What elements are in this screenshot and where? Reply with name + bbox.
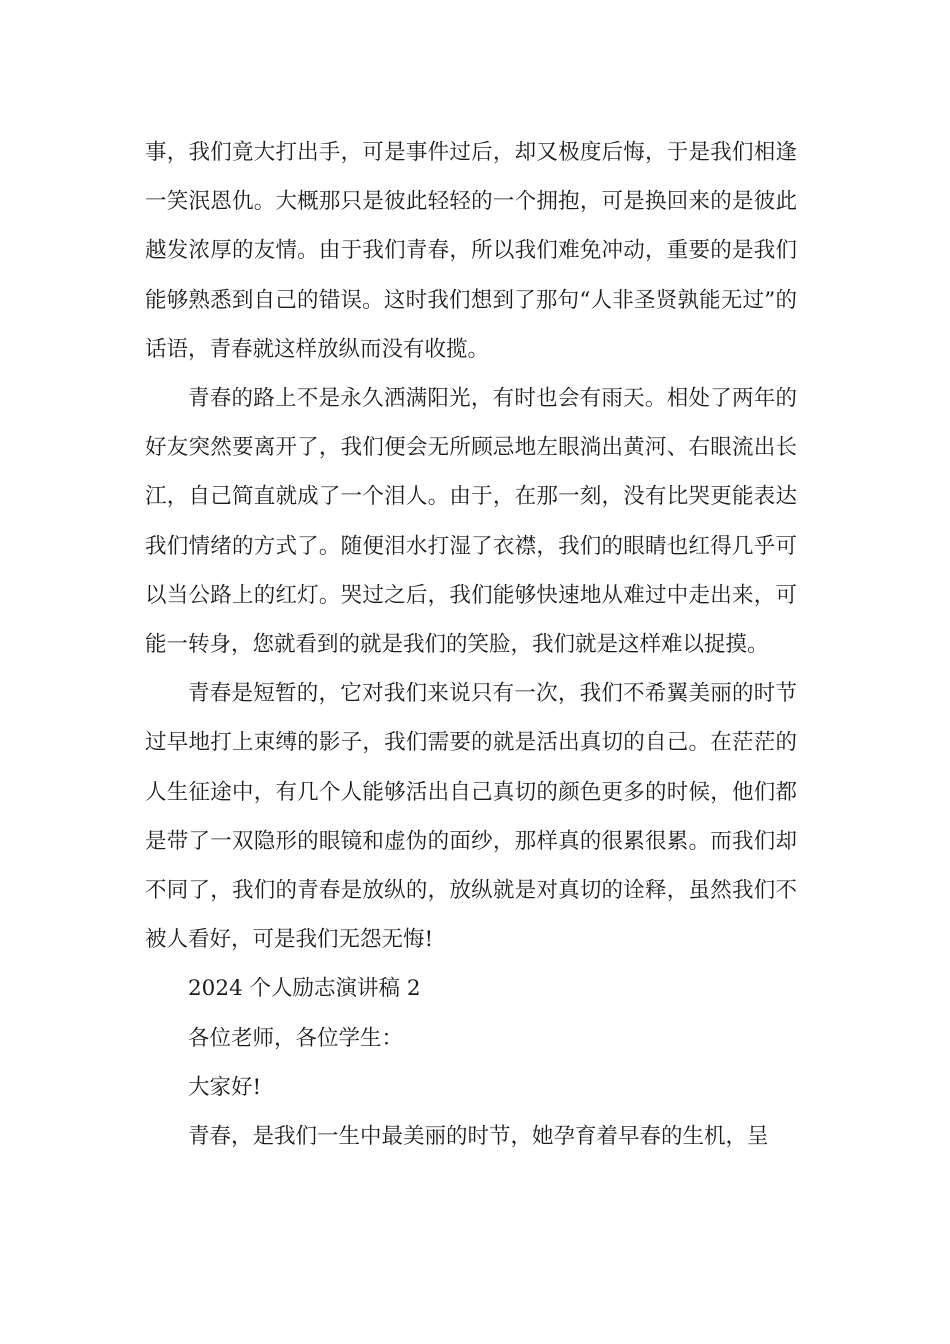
paragraph-2: 青春的路上不是永久洒满阳光，有时也会有雨天。相处了两年的好友突然要离开了，我们便会无所顾忌地左眼淌出黄河、右眼流出长江，自己简直就成了一个泪人。由于，在那一刻，没有比哭更能表达我们情绪的方式了。随便泪水打湿了衣襟，我们的眼睛也红得几乎可以当公路上的红灯。哭过之后，我们能够快速地从难过中走出来，可能一转身，您就看到的就是我们的笑脸，我们就是这样难以捉摸。 <box>145 386 797 658</box>
salutation: 各位老师，各位学生： <box>188 1025 404 1051</box>
paragraph-4: 青春，是我们一生中最美丽的时节，她孕育着早春的生机，呈 <box>188 1124 769 1150</box>
speech-heading: 2024 个人励志演讲稿 2 <box>188 976 421 1002</box>
paragraph-3: 青春是短暂的，它对我们来说只有一次，我们不希翼美丽的时节过早地打上束缚的影子，我们需要的就是活出真切的自己。在茫茫的人生征途中，有几个人能够活出自己真切的颜色更多的时候，他们都是带了一双隐形的眼镜和虚伪的面纱，那样真的很累很累。而我们却不同了，我们的青春是放纵的，放纵就是对真切的诠释，虽然我们不被人看好，可是我们无怨无悔! <box>145 681 797 953</box>
document-body <box>145 128 797 1161</box>
paragraph-1: 事，我们竟大打出手，可是事件过后，却又极度后悔，于是我们相逢一笑泯恩仇。大概那只是彼此轻轻的一个拥抱，可是换回来的是彼此越发浓厚的友情。由于我们青春，所以我们难免冲动，重要的是我们能够熟悉到自己的错误。这时我们想到了那句“人非圣贤孰能无过”的话语，青春就这样放纵而没有收揽。 <box>145 140 797 362</box>
greeting: 大家好! <box>188 1074 262 1100</box>
